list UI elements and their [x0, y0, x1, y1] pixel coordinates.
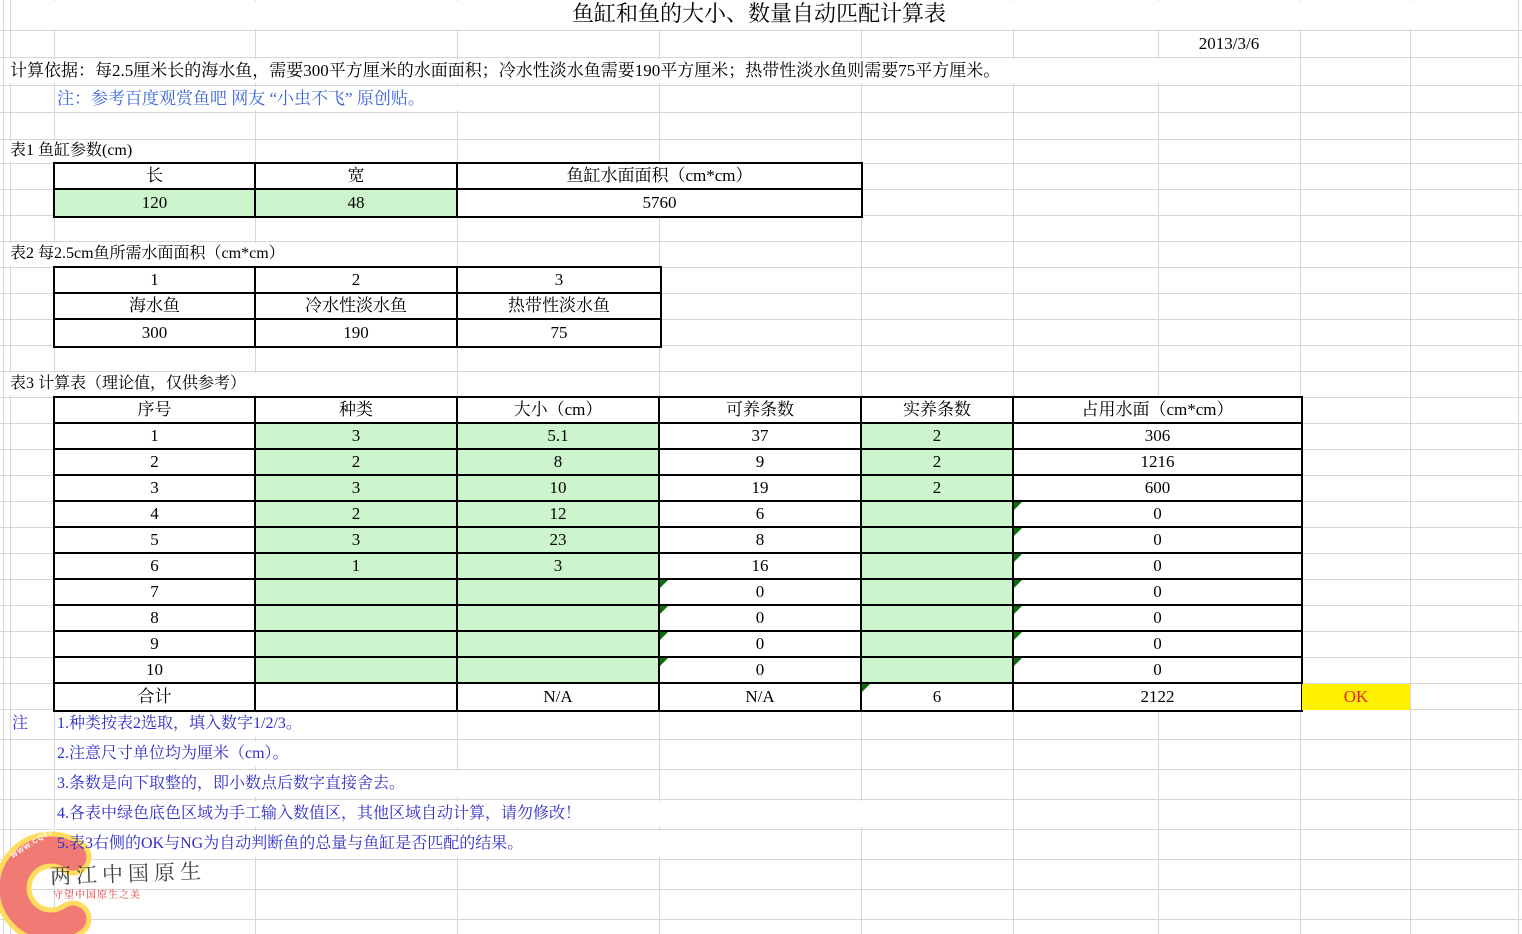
- notes-label: 注: [12, 715, 29, 732]
- table3-area-cell[interactable]: 0: [1014, 554, 1301, 580]
- calculation-basis-text: 计算依据：每2.5厘米长的海水鱼，需要300平方厘米的水面面积；冷水性淡水鱼需要190平方厘米；热带性淡水鱼则需要75平方厘米。: [10, 61, 1001, 80]
- table2-type-cell[interactable]: 海水鱼: [55, 294, 256, 320]
- error-indicator-icon: [1014, 606, 1022, 614]
- table3-size-input-cell[interactable]: 5.1: [458, 424, 660, 450]
- table3-type-input-cell[interactable]: [256, 580, 458, 606]
- table3-area-cell[interactable]: 0: [1014, 580, 1301, 606]
- table3-size-input-cell[interactable]: [458, 658, 660, 684]
- table3-actual-input-cell[interactable]: [862, 554, 1014, 580]
- table3-seq-cell[interactable]: 1: [55, 424, 256, 450]
- table2-fish-area-requirements: [53, 266, 662, 348]
- table3-size-input-cell[interactable]: 3: [458, 554, 660, 580]
- table2-area-cell[interactable]: 75: [458, 320, 660, 346]
- note-item: 3.条数是向下取整的，即小数点后数字直接舍去。: [57, 775, 406, 792]
- table3-calculation: [53, 396, 1303, 712]
- table3-header-actual[interactable]: 实养条数: [862, 398, 1014, 424]
- table3-header-size[interactable]: 大小（cm）: [458, 398, 660, 424]
- watermark-slogan: 守望中国原生之美: [53, 890, 141, 901]
- error-indicator-icon: [1014, 632, 1022, 640]
- table1-length-input-cell[interactable]: 120: [55, 190, 256, 216]
- error-indicator-icon: [1014, 580, 1022, 588]
- table3-seq-cell[interactable]: 8: [55, 606, 256, 632]
- table3-max-cell[interactable]: 37: [660, 424, 862, 450]
- table3-seq-cell[interactable]: 2: [55, 450, 256, 476]
- table3-actual-input-cell[interactable]: [862, 580, 1014, 606]
- reference-note-text: 注：参考百度观赏鱼吧 网友 “小虫不飞” 原创贴。: [57, 89, 425, 108]
- table2-code-cell[interactable]: 1: [55, 268, 256, 294]
- table3-max-cell[interactable]: 16: [660, 554, 862, 580]
- table2-area-cell[interactable]: 190: [256, 320, 458, 346]
- table3-header-max[interactable]: 可养条数: [660, 398, 862, 424]
- table3-type-input-cell[interactable]: 2: [256, 450, 458, 476]
- watermark-site-text: WWW.CQ919.COM: [10, 813, 77, 860]
- table3-seq-cell[interactable]: 10: [55, 658, 256, 684]
- table3-max-cell[interactable]: 8: [660, 528, 862, 554]
- note-item: 5.表3右侧的OK与NG为自动判断鱼的总量与鱼缸是否匹配的结果。: [57, 835, 524, 852]
- table2-type-cell[interactable]: 冷水性淡水鱼: [256, 294, 458, 320]
- table3-total-actual-cell[interactable]: 6: [862, 684, 1014, 710]
- error-indicator-icon: [862, 684, 870, 692]
- table3-type-input-cell[interactable]: [256, 606, 458, 632]
- error-indicator-icon: [660, 632, 668, 640]
- table1-label: 表1 鱼缸参数(cm): [10, 142, 133, 159]
- table3-size-input-cell[interactable]: 8: [458, 450, 660, 476]
- table1-width-input-cell[interactable]: 48: [256, 190, 458, 216]
- table3-area-cell[interactable]: 0: [1014, 502, 1301, 528]
- table1-area-cell[interactable]: 5760: [458, 190, 861, 216]
- table3-header-seq[interactable]: 序号: [55, 398, 256, 424]
- error-indicator-icon: [660, 606, 668, 614]
- table3-actual-input-cell[interactable]: [862, 502, 1014, 528]
- table3-actual-input-cell[interactable]: [862, 528, 1014, 554]
- table3-actual-input-cell[interactable]: [862, 658, 1014, 684]
- table3-area-cell[interactable]: 306: [1014, 424, 1301, 450]
- table3-label: 表3 计算表（理论值，仅供参考）: [10, 375, 247, 392]
- table3-seq-cell[interactable]: 9: [55, 632, 256, 658]
- table3-total-area-cell[interactable]: 2122: [1014, 684, 1301, 710]
- gridline: [1518, 0, 1519, 934]
- page-title: 鱼缸和鱼的大小、数量自动匹配计算表: [571, 1, 946, 26]
- table3-size-input-cell[interactable]: 12: [458, 502, 660, 528]
- table3-actual-input-cell[interactable]: [862, 606, 1014, 632]
- table1-header-width[interactable]: 宽: [256, 164, 458, 190]
- table2-code-cell[interactable]: 3: [458, 268, 660, 294]
- table3-max-cell[interactable]: 0: [660, 606, 862, 632]
- table3-size-input-cell[interactable]: 10: [458, 476, 660, 502]
- table3-type-input-cell[interactable]: [256, 632, 458, 658]
- table3-max-cell[interactable]: 0: [660, 658, 862, 684]
- table1-header-length[interactable]: 长: [55, 164, 256, 190]
- error-indicator-icon: [1014, 528, 1022, 536]
- table1-header-area[interactable]: 鱼缸水面面积（cm*cm）: [458, 164, 861, 190]
- error-indicator-icon: [660, 658, 668, 666]
- table3-size-input-cell[interactable]: [458, 580, 660, 606]
- table3-size-input-cell[interactable]: 23: [458, 528, 660, 554]
- table3-area-cell[interactable]: 1216: [1014, 450, 1301, 476]
- note-item: 4.各表中绿色底色区域为手工输入数值区，其他区域自动计算，请勿修改！: [57, 805, 582, 822]
- date-cell[interactable]: 2013/3/6: [1198, 34, 1260, 53]
- status-badge[interactable]: OK: [1302, 684, 1410, 710]
- gridline: [1410, 0, 1411, 934]
- table3-size-input-cell[interactable]: [458, 632, 660, 658]
- table3-area-cell[interactable]: 0: [1014, 606, 1301, 632]
- table3-total-size-cell[interactable]: N/A: [458, 684, 660, 710]
- gridline: [0, 112, 1522, 113]
- table2-area-cell[interactable]: 300: [55, 320, 256, 346]
- table3-seq-cell[interactable]: 6: [55, 554, 256, 580]
- table3-max-cell[interactable]: 19: [660, 476, 862, 502]
- table3-max-cell[interactable]: 9: [660, 450, 862, 476]
- table3-seq-cell[interactable]: 5: [55, 528, 256, 554]
- table2-type-cell[interactable]: 热带性淡水鱼: [458, 294, 660, 320]
- table3-type-input-cell[interactable]: [256, 658, 458, 684]
- table3-max-cell[interactable]: 0: [660, 580, 862, 606]
- table3-actual-input-cell[interactable]: 2: [862, 424, 1014, 450]
- table3-area-cell[interactable]: 600: [1014, 476, 1301, 502]
- table3-total-max-cell[interactable]: N/A: [660, 684, 862, 710]
- table3-header-area[interactable]: 占用水面（cm*cm）: [1014, 398, 1301, 424]
- table3-type-input-cell[interactable]: 2: [256, 502, 458, 528]
- table3-area-cell[interactable]: 0: [1014, 658, 1301, 684]
- gridline: [0, 139, 1522, 140]
- table3-type-input-cell[interactable]: 1: [256, 554, 458, 580]
- table3-area-cell[interactable]: 0: [1014, 528, 1301, 554]
- table1-tank-params: [53, 162, 863, 218]
- table3-max-cell[interactable]: 6: [660, 502, 862, 528]
- table3-header-type[interactable]: 种类: [256, 398, 458, 424]
- table2-code-cell[interactable]: 2: [256, 268, 458, 294]
- table3-actual-input-cell[interactable]: [862, 632, 1014, 658]
- table3-type-input-cell[interactable]: 3: [256, 528, 458, 554]
- error-indicator-icon: [1014, 658, 1022, 666]
- table3-type-input-cell[interactable]: 3: [256, 424, 458, 450]
- table3-actual-input-cell[interactable]: 2: [862, 476, 1014, 502]
- watermark-name: 两江中国原生: [49, 859, 207, 889]
- table3-total-type-cell[interactable]: [256, 684, 458, 710]
- table2-label: 表2 每2.5cm鱼所需水面面积（cm*cm）: [10, 245, 285, 262]
- table3-seq-cell[interactable]: 7: [55, 580, 256, 606]
- error-indicator-icon: [1014, 554, 1022, 562]
- note-item: 2.注意尺寸单位均为厘米（cm）。: [57, 745, 289, 762]
- table3-max-cell[interactable]: 0: [660, 632, 862, 658]
- table3-area-cell[interactable]: 0: [1014, 632, 1301, 658]
- table3-seq-cell[interactable]: 3: [55, 476, 256, 502]
- error-indicator-icon: [660, 580, 668, 588]
- table3-total-label-cell[interactable]: 合计: [55, 684, 256, 710]
- error-indicator-icon: [1014, 502, 1022, 510]
- table3-size-input-cell[interactable]: [458, 606, 660, 632]
- table3-actual-input-cell[interactable]: 2: [862, 450, 1014, 476]
- table3-seq-cell[interactable]: 4: [55, 502, 256, 528]
- note-item: 1.种类按表2选取，填入数字1/2/3。: [57, 715, 302, 732]
- table3-type-input-cell[interactable]: 3: [256, 476, 458, 502]
